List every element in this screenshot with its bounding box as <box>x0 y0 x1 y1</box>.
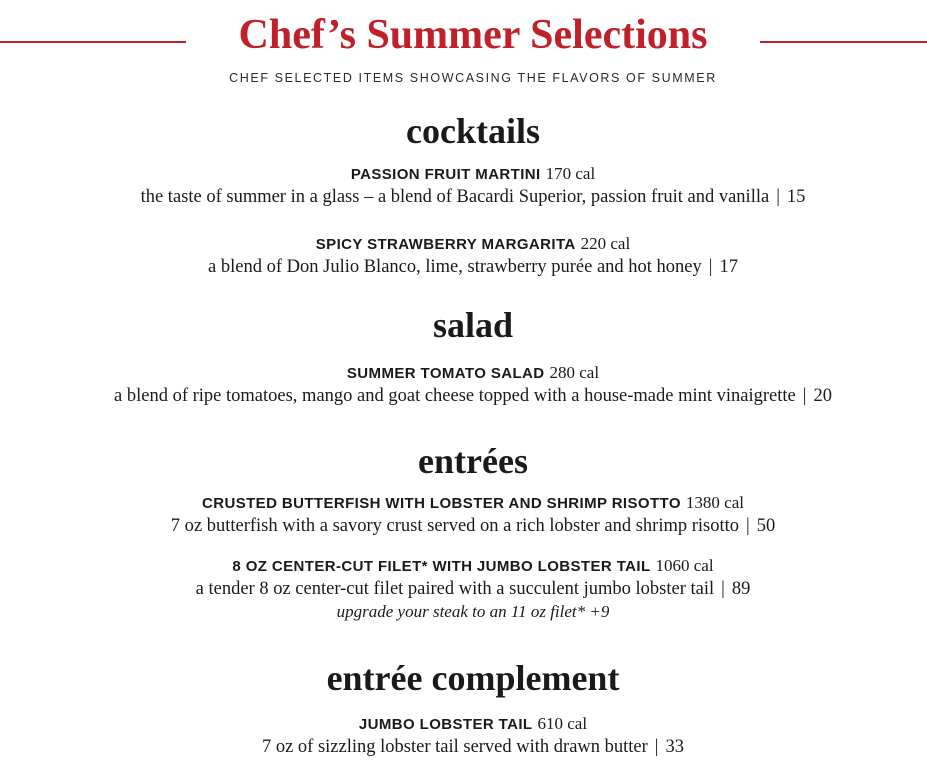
item-description: 7 oz butterfish with a savory crust served on a rich lobster and shrimp risotto <box>170 516 739 536</box>
item-upgrade-note: upgrade your steak to an 11 oz filet* +9 <box>336 602 610 621</box>
item-price: 33 <box>665 737 685 757</box>
item-price: 15 <box>786 187 806 207</box>
item-name: JUMBO LOBSTER TAIL <box>358 716 533 733</box>
section-cocktails <box>0 111 927 151</box>
item-description: a blend of Don Julio Blanco, lime, strawberry purée and hot honey <box>208 257 702 277</box>
section-title: entrées <box>418 441 528 481</box>
item-description: the taste of summer in a glass – a blend of Bacardi Superior, passion fruit and vanilla <box>140 187 770 207</box>
menu-subtitle: CHEF SELECTED ITEMS SHOWCASING THE FLAVORS OF SUMMER <box>229 71 717 85</box>
menu-item <box>0 713 927 759</box>
menu-item <box>0 492 927 538</box>
item-description: 7 oz of sizzling lobster tail served with drawn butter <box>261 737 648 757</box>
price-separator: | <box>746 516 750 536</box>
price-separator: | <box>721 579 725 599</box>
price-separator: | <box>776 187 780 207</box>
item-name: CRUSTED BUTTERFISH WITH LOBSTER AND SHRIMP RISOTTO <box>202 495 681 512</box>
item-price: 20 <box>813 386 832 406</box>
item-description: a tender 8 oz center-cut filet paired with a succulent jumbo lobster tail <box>195 579 715 599</box>
menu-title: Chef’s Summer Selections <box>238 12 708 58</box>
price-separator: | <box>654 737 659 757</box>
item-calories: 610 cal <box>537 714 588 733</box>
section-title: cocktails <box>406 111 540 151</box>
item-description: a blend of ripe tomatoes, mango and goat cheese topped with a house-made mint vinaigrette <box>114 386 796 406</box>
item-name: SPICY STRAWBERRY MARGARITA <box>315 236 576 253</box>
item-calories: 1380 cal <box>685 493 744 512</box>
item-name: PASSION FRUIT MARTINI <box>350 166 541 183</box>
item-calories: 280 cal <box>549 363 600 382</box>
item-price: 50 <box>756 516 776 536</box>
menu-item <box>0 555 927 623</box>
item-name: 8 OZ CENTER-CUT FILET* WITH JUMBO LOBSTER TAIL <box>232 558 651 575</box>
menu-item <box>0 163 927 209</box>
item-name: SUMMER TOMATO SALAD <box>346 365 545 382</box>
item-price: 17 <box>719 257 738 277</box>
section-title: entrée complement <box>326 658 620 698</box>
item-calories: 220 cal <box>580 234 631 253</box>
section-salad <box>0 305 927 345</box>
section-entrees <box>0 441 927 481</box>
price-separator: | <box>802 386 807 406</box>
menu-header <box>0 0 927 85</box>
item-calories: 1060 cal <box>655 556 714 575</box>
menu-item <box>0 233 927 279</box>
section-entree-complement <box>0 658 927 698</box>
menu-item <box>0 362 927 408</box>
section-title: salad <box>432 305 514 345</box>
item-calories: 170 cal <box>545 164 596 183</box>
item-price: 89 <box>731 579 751 599</box>
price-separator: | <box>708 257 713 277</box>
